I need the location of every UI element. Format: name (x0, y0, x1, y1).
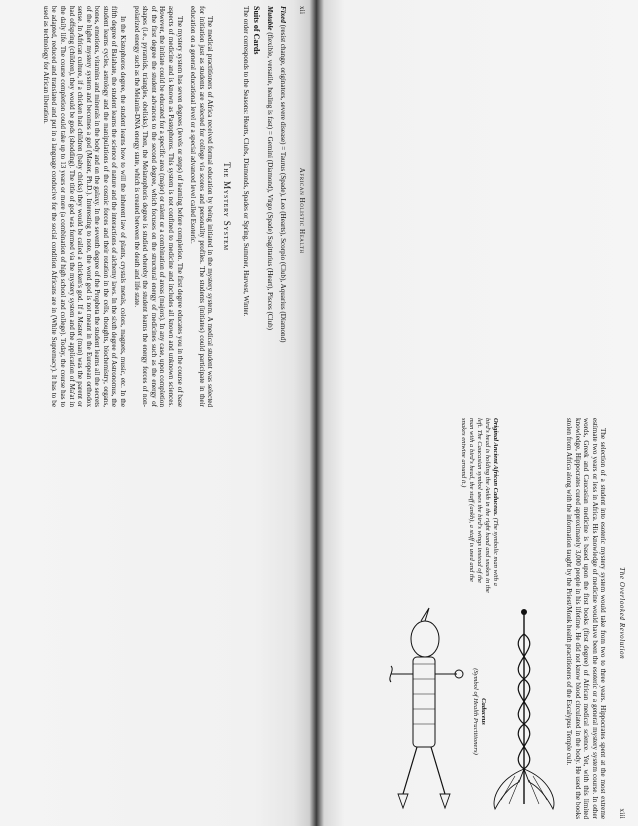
left-page-number: xii (298, 6, 306, 15)
section-heading: The Mystery System (222, 162, 233, 251)
ancient-caduceus-figure (385, 604, 465, 819)
fixed-text: (resist change, originators, severe disease) = Taurus (Spade), Leo (Hearts), Scorpio (Club), Aquarius (Diamond) (279, 22, 288, 343)
right-running-head (617, 418, 626, 819)
mutable-signs-paragraph (265, 6, 274, 407)
figures-column (385, 604, 559, 819)
fixed-label: Fixed (279, 6, 288, 23)
body-paragraph-2: The mystery system has seven degrees (levels or steps) of learning before completion. The first degree educates you in the course of base aspects of medicine and is known as Pastophoros. This system is not confined to medicine and includes all known and unknown sciences. However, the initiate could be educated for a specific area (major) or talent or a combination of areas (majors). In any case, upon completion of the first degree the student advances to the second degree, which focuses on the structural energy of medicines such as the energy of shapes (i.e., pyramids, triangles, obelisks). Then, the Melanophoris degree is studied whereby the student learns the energy forces of non-polarized energy such as the Melanin-DNA energy state, which is created between the death and life state. (132, 6, 184, 407)
bird-headed-figure-icon (385, 604, 465, 814)
original-caption-title: Original Ancient African Caduceus. (492, 418, 500, 517)
original-caduceus-caption (385, 418, 559, 596)
caduceus-icon (489, 604, 559, 814)
right-page (323, 412, 628, 825)
caduceus-caption (471, 604, 487, 819)
caduceus-caption-title: Caduceus (480, 698, 488, 725)
caduceus-caption-sub: (Symbol of Health Practitioners) (472, 668, 480, 755)
mutable-text: (flexible, versatile, healing is fast) = Gemini (Diamond), Virgo (Spade) Sagittarius (Heart), Pisces (Club) (265, 30, 274, 331)
fixed-signs-paragraph (279, 6, 288, 407)
caduceus-figure (471, 604, 559, 819)
hippocrates-paragraph: The selection of a student into esoteric mystery system would take from two to three years. Hippocrates spent at the most extreme estimate two years or less in Africa. His knowledge of medicine would have been the esoteric or a general mystery system course. In other words, Greek and Caucasian medicine is based upon the first books (first degree) of African medical science. Yet, with this limited knowledge, Hippocrates cured approximately 3,000 people in his lifetime. He did not know blood circulated in the body. He used the books stolen from Africa along with the information taught by the Priest/Monk health practitioners of the Escalypus Temple cult. (565, 418, 608, 819)
mutable-label: Mutable (265, 6, 274, 31)
left-page (3, 0, 308, 413)
left-running-title: African Holistic Health (298, 167, 306, 254)
right-running-title: The Overlooked Revolution (618, 567, 626, 660)
body-paragraph-1: The medical practitioners of Africa received formal education by being initiated in the mystery system. A medical student was selected for initiation just as students are selected for college via scores and personality profiles. The students (initiates) could participate in their education on a general educational level or a special advanced level called Esoteric. (189, 6, 215, 407)
body-paragraph-3: In the Kistophoros degree, the student learns how to will the inherent law of plants, crystals metals, colors, magnets, music, etc. In the fifth degree of Balahate, the student learns the science of nature and the interactions of alchemy laws. In the sixth degree of Astronomus, the student learns cycles, astrology and the manipulations of the cosmic forces and their rotation in the cells, thoughts, biochemistry, organs, bones, emotions, vitamins and minerals in the body and on the galaxy. In the seventh degree of the Propheta the student learns all the secrets of the higher mystery system and becomes a god (Master, Ph.D.). Interesting to note, the word god is not meant in the European orthodox sense. In African culture, if a chicken had children (baby chicks) they would be called a chicken's god. If a Master (man) was the parent or had offspring (children), they would be gods (shodding). The title of god was formed via the mystery system and the application of Ma'at in the daily life. The course completion could take up to 13 years or more (a combination of high school and college). Today, the course has to be adapted, reduced and translated and put in a language conducive for the social condition Africans are in (White Supremacy). It has to be used as technology for African liberation. (41, 6, 128, 407)
illustrations-row (385, 418, 559, 819)
right-page-number: xiii (618, 808, 626, 819)
suits-heading: Suits of Cards (252, 6, 262, 55)
original-caption-text: (The symbolic man with a bird's head is holding the Ankh in the right hand and snakes in the left. The Caucasian symbol uses the bird's wings instead of the man with a bird's head, the staff (ankh), a staff is used and the snakes entwine around it.) (460, 418, 500, 593)
suits-paragraph: The order corresponds to the Seasons: Hearts, Clubs, Diamonds, Spades or Spring, Summer, Harvest, Winter. (241, 6, 250, 317)
left-running-head (297, 6, 306, 407)
